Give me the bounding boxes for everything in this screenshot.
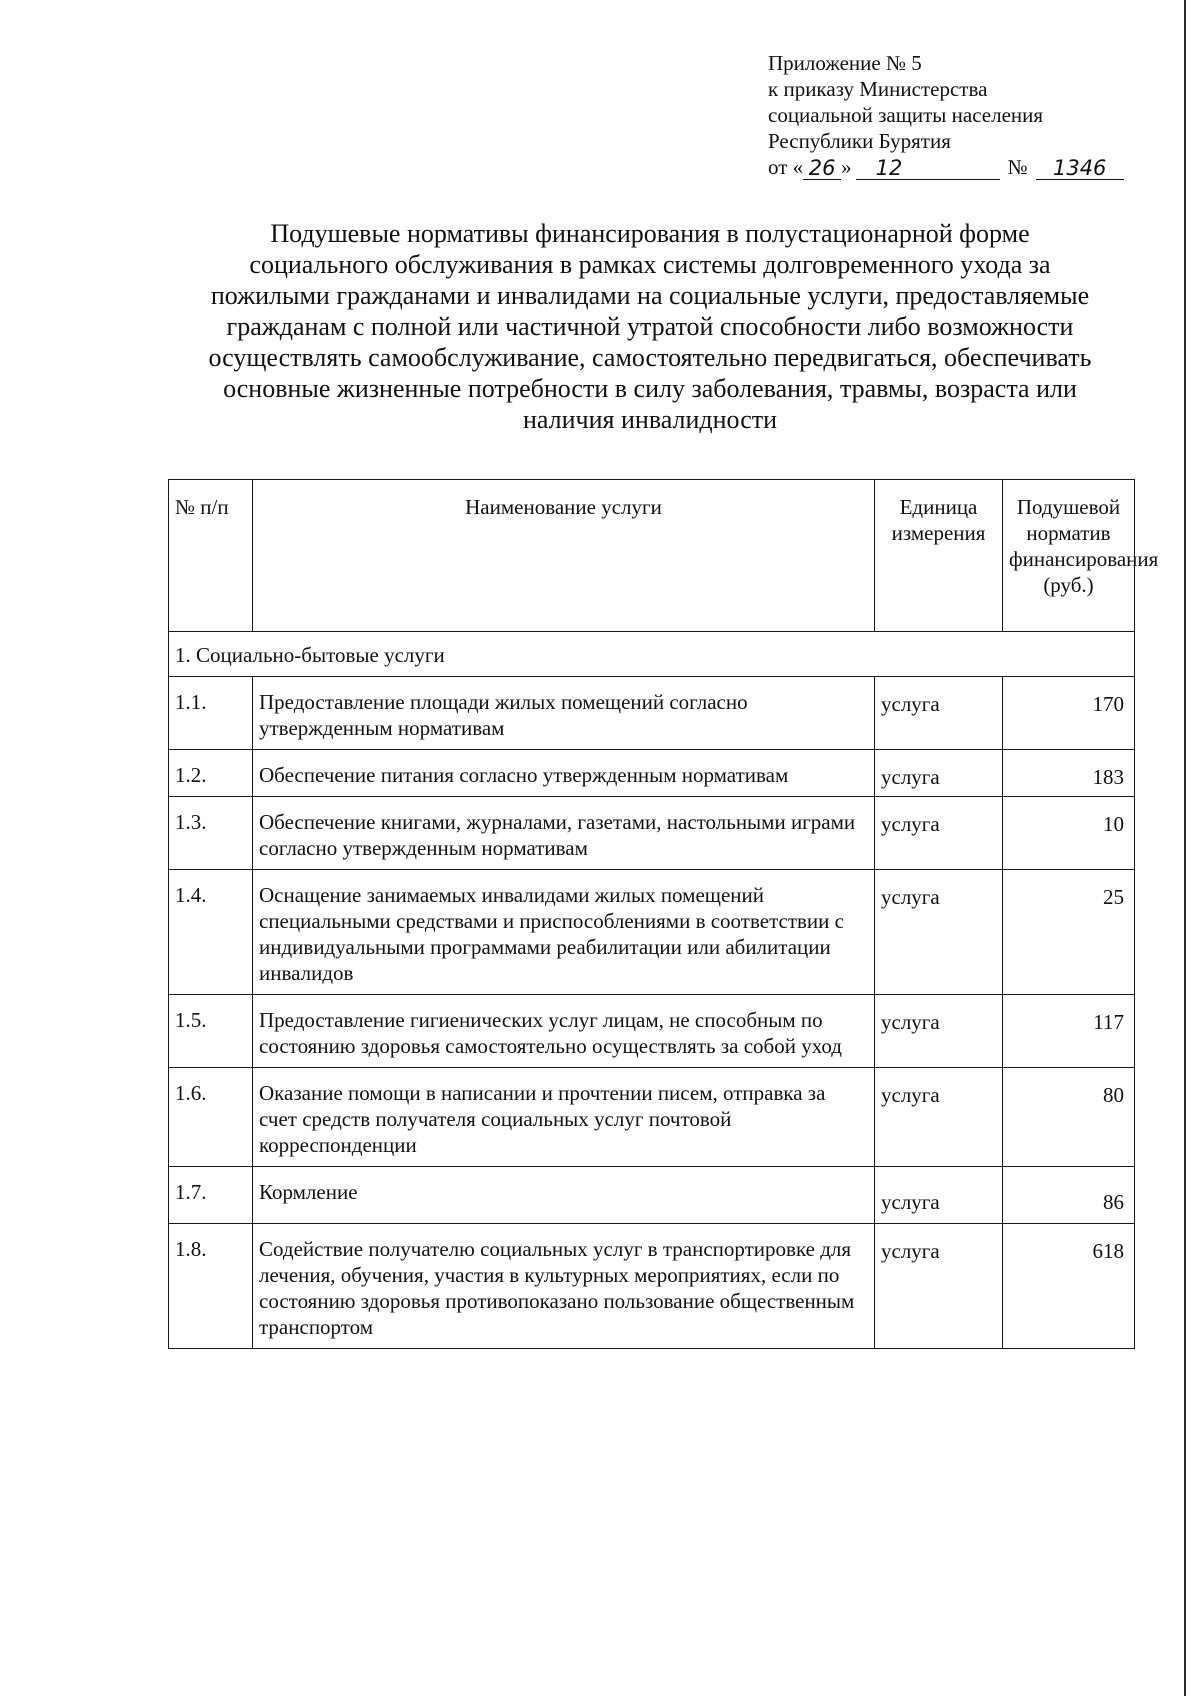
order-reference: к приказу Министерства [768, 77, 988, 101]
title-line: социального обслуживания в рамках системы долговременного ухода за [249, 250, 1051, 279]
handwritten-month: 12 [856, 157, 1000, 180]
row-unit: услуга [875, 797, 1003, 870]
header-unit: Единица измерения [875, 480, 1003, 632]
title-line: гражданам с полной или частичной утратой способности либо возможности [226, 312, 1074, 341]
table-row [169, 995, 1135, 1068]
table-row [169, 750, 1135, 797]
section-row [169, 632, 1135, 677]
header-name: Наименование услуги [253, 480, 875, 632]
row-value: 86 [1003, 1167, 1135, 1224]
section-title: 1. Социально-бытовые услуги [169, 632, 1135, 677]
table-row [169, 1167, 1135, 1224]
row-num: 1.6. [169, 1068, 253, 1167]
row-unit: услуга [875, 750, 1003, 797]
row-name: Предоставление гигиенических услуг лицам, не способным по состоянию здоровья самостоятельно осуществлять за собой уход [253, 995, 875, 1068]
row-value: 618 [1003, 1224, 1135, 1349]
header-num: № п/п [169, 480, 253, 632]
row-unit: услуга [875, 1167, 1003, 1224]
date-quote-close: » [841, 155, 852, 179]
table-row [169, 1068, 1135, 1167]
table-row [169, 797, 1135, 870]
page-edge-line [1184, 0, 1186, 1696]
row-num: 1.3. [169, 797, 253, 870]
row-name: Оснащение занимаемых инвалидами жилых помещений специальными средствами и приспособлениями в соответствии с индивидуальными программами реабилитации или абилитации инвалидов [253, 870, 875, 995]
republic-name: Республики Бурятия [768, 129, 951, 153]
ministry-name: социальной защиты населения [768, 103, 1044, 127]
row-num: 1.8. [169, 1224, 253, 1349]
row-name: Кормление [253, 1167, 875, 1224]
norms-table-wrapper [168, 479, 1159, 1349]
title-line: основные жизненные потребности в силу заболевания, травмы, возраста или [223, 374, 1077, 403]
row-num: 1.7. [169, 1167, 253, 1224]
handwritten-day: 26 [803, 157, 841, 180]
row-name: Содействие получателю социальных услуг в транспортировке для лечения, обучения, участия в культурных мероприятиях, если по состоянию здоровья противопоказано пользование общественным транспортом [253, 1224, 875, 1349]
appendix-number: Приложение № 5 [768, 51, 922, 75]
table-row [169, 870, 1135, 995]
row-name: Оказание помощи в написании и прочтении писем, отправка за счет средств получателя социальных услуг почтовой корреспонденции [253, 1068, 875, 1167]
title-line: Подушевые нормативы финансирования в полустационарной форме [270, 219, 1030, 248]
row-value: 170 [1003, 677, 1135, 750]
row-num: 1.2. [169, 750, 253, 797]
norms-table [168, 479, 1159, 1349]
row-name: Обеспечение питания согласно утвержденным нормативам [253, 750, 875, 797]
table-row [169, 677, 1135, 750]
row-value: 183 [1003, 750, 1135, 797]
table-header-row [169, 480, 1135, 632]
handwritten-order-number: 1346 [1036, 157, 1124, 180]
row-num: 1.4. [169, 870, 253, 995]
number-label: № [1007, 155, 1028, 179]
row-unit: услуга [875, 995, 1003, 1068]
row-value: 10 [1003, 797, 1135, 870]
row-unit: услуга [875, 677, 1003, 750]
appendix-header [768, 50, 1168, 180]
row-unit: услуга [875, 870, 1003, 995]
row-unit: услуга [875, 1224, 1003, 1349]
row-name: Предоставление площади жилых помещений согласно утвержденным нормативам [253, 677, 875, 750]
date-prefix: от « [768, 155, 804, 179]
table-row [169, 1224, 1135, 1349]
header-value: Подушевой норматив финансирования (руб.) [1003, 480, 1135, 632]
order-date-line [768, 154, 1168, 180]
document-title [170, 218, 1130, 435]
title-line: пожилыми гражданами и инвалидами на социальные услуги, предоставляемые [210, 281, 1090, 310]
title-line: осуществлять самообслуживание, самостоятельно передвигаться, обеспечивать [208, 343, 1092, 372]
row-value: 80 [1003, 1068, 1135, 1167]
row-name: Обеспечение книгами, журналами, газетами, настольными играми согласно утвержденным нормативам [253, 797, 875, 870]
row-unit: услуга [875, 1068, 1003, 1167]
title-line: наличия инвалидности [522, 405, 778, 434]
row-value: 25 [1003, 870, 1135, 995]
row-value: 117 [1003, 995, 1135, 1068]
row-num: 1.1. [169, 677, 253, 750]
row-num: 1.5. [169, 995, 253, 1068]
